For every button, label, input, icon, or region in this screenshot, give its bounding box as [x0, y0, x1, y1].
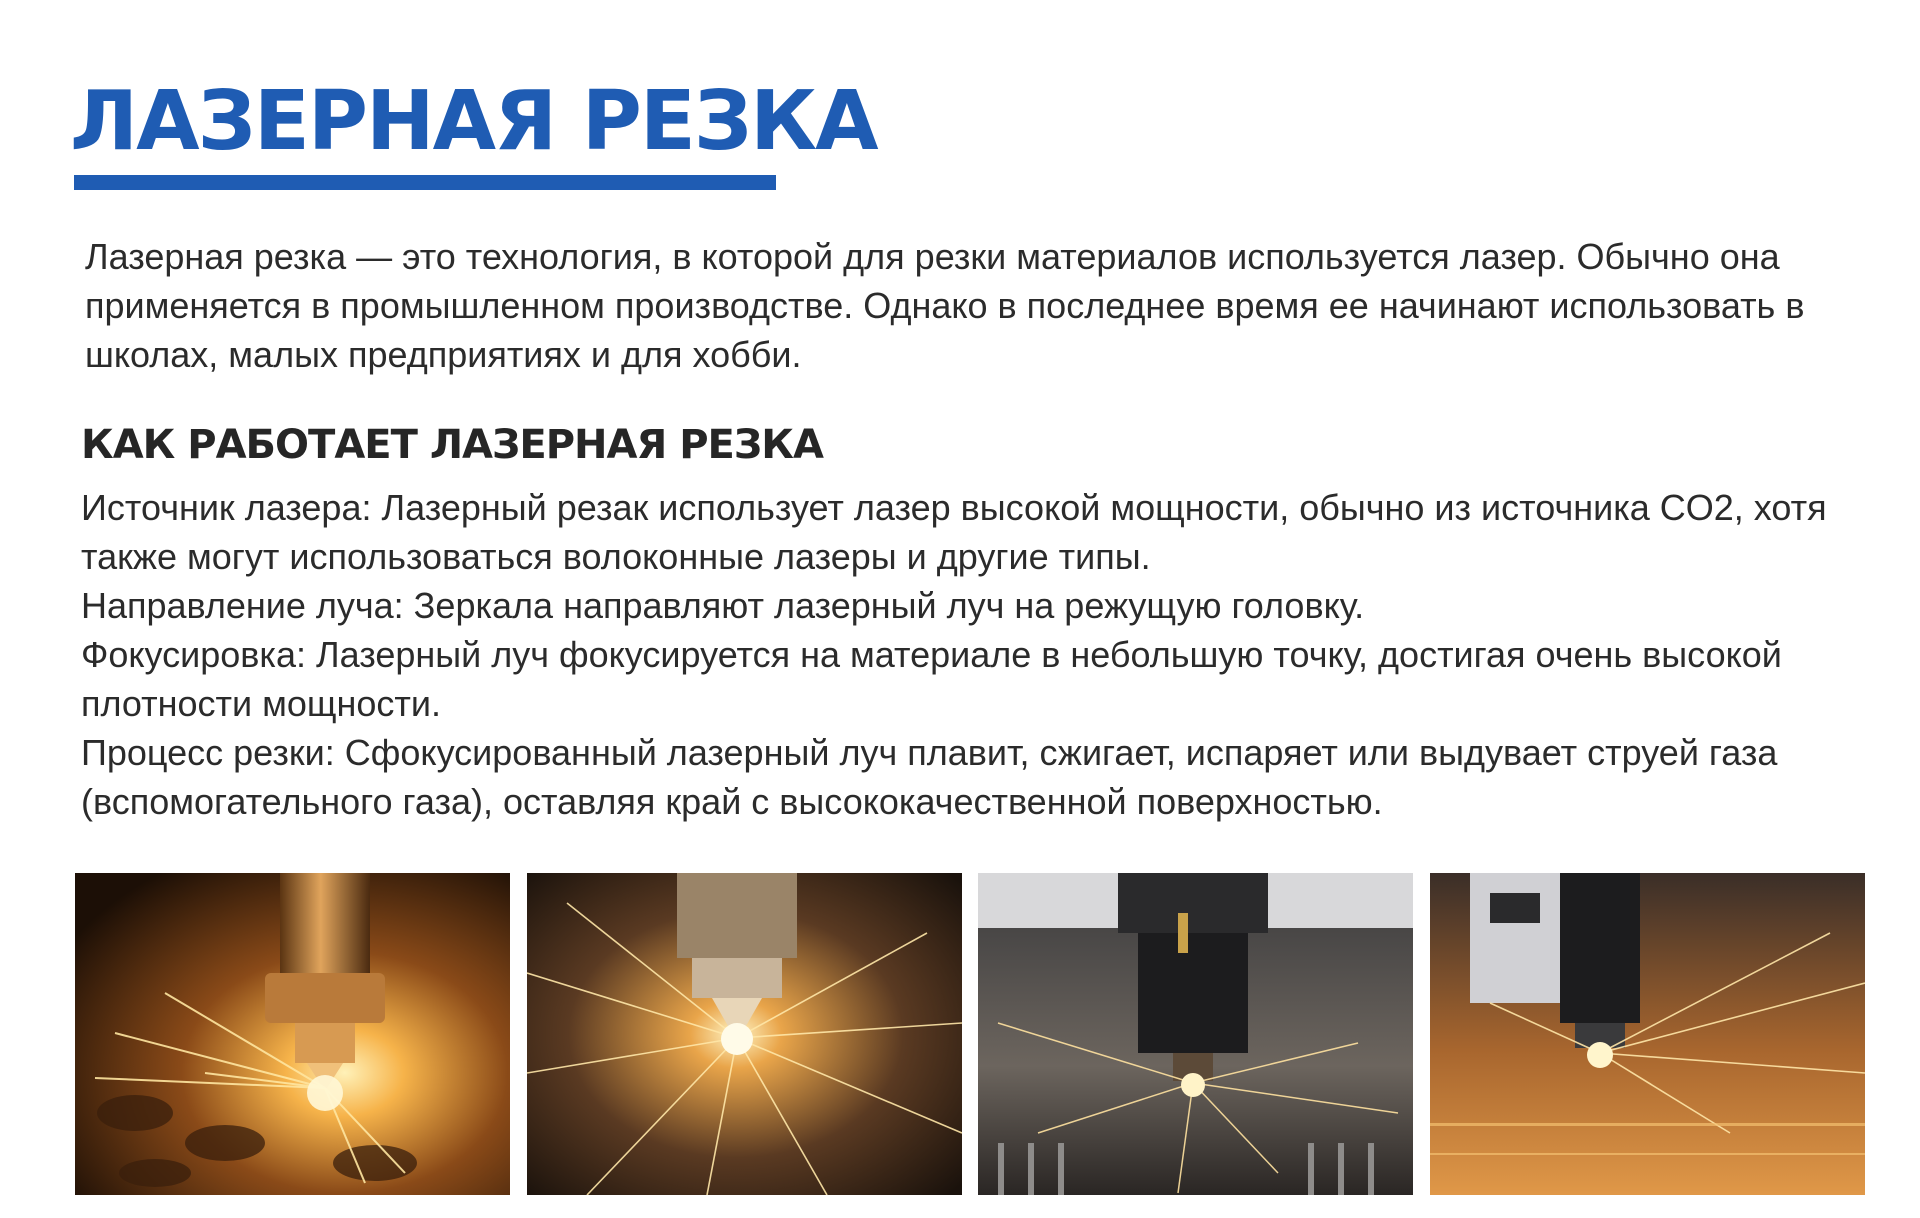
laser-cutting-machine-photo	[978, 873, 1413, 1195]
intro-paragraph: Лазерная резка — это технология, в которой для резки материалов используется лазер. Обычно она применяется в промышленном производстве. Однако в последнее время ее начинают использовать в школах, малых предприятиях и для хобби.	[85, 236, 1805, 375]
step-laser-source: Источник лазера: Лазерный резак использует лазер высокой мощности, обычно из источника CO2, хотя также могут использоваться волоконные лазеры и другие типы.	[81, 487, 1827, 577]
page-title: ЛАЗЕРНАЯ РЕЗКА	[70, 74, 877, 169]
step-focusing: Фокусировка: Лазерный луч фокусируется на материале в небольшую точку, достигая очень высокой плотности мощности.	[81, 634, 1782, 724]
photo-strip	[75, 873, 1865, 1195]
step-beam-direction: Направление луча: Зеркала направляют лазерный луч на режущую головку.	[81, 585, 1365, 626]
step-cutting-process: Процесс резки: Сфокусированный лазерный луч плавит, сжигает, испаряет или выдувает струей газа (вспомогательного газа), оставляя край с высококачественной поверхностью.	[81, 732, 1778, 822]
laser-cutting-sparks-photo	[527, 873, 962, 1195]
steps-list	[81, 483, 1891, 826]
laser-cutting-head-photo	[75, 873, 510, 1195]
section-heading: КАК РАБОТАЕТ ЛАЗЕРНАЯ РЕЗКА	[81, 422, 823, 468]
laser-cutting-sheet-photo	[1430, 873, 1865, 1195]
title-underline	[74, 175, 776, 190]
